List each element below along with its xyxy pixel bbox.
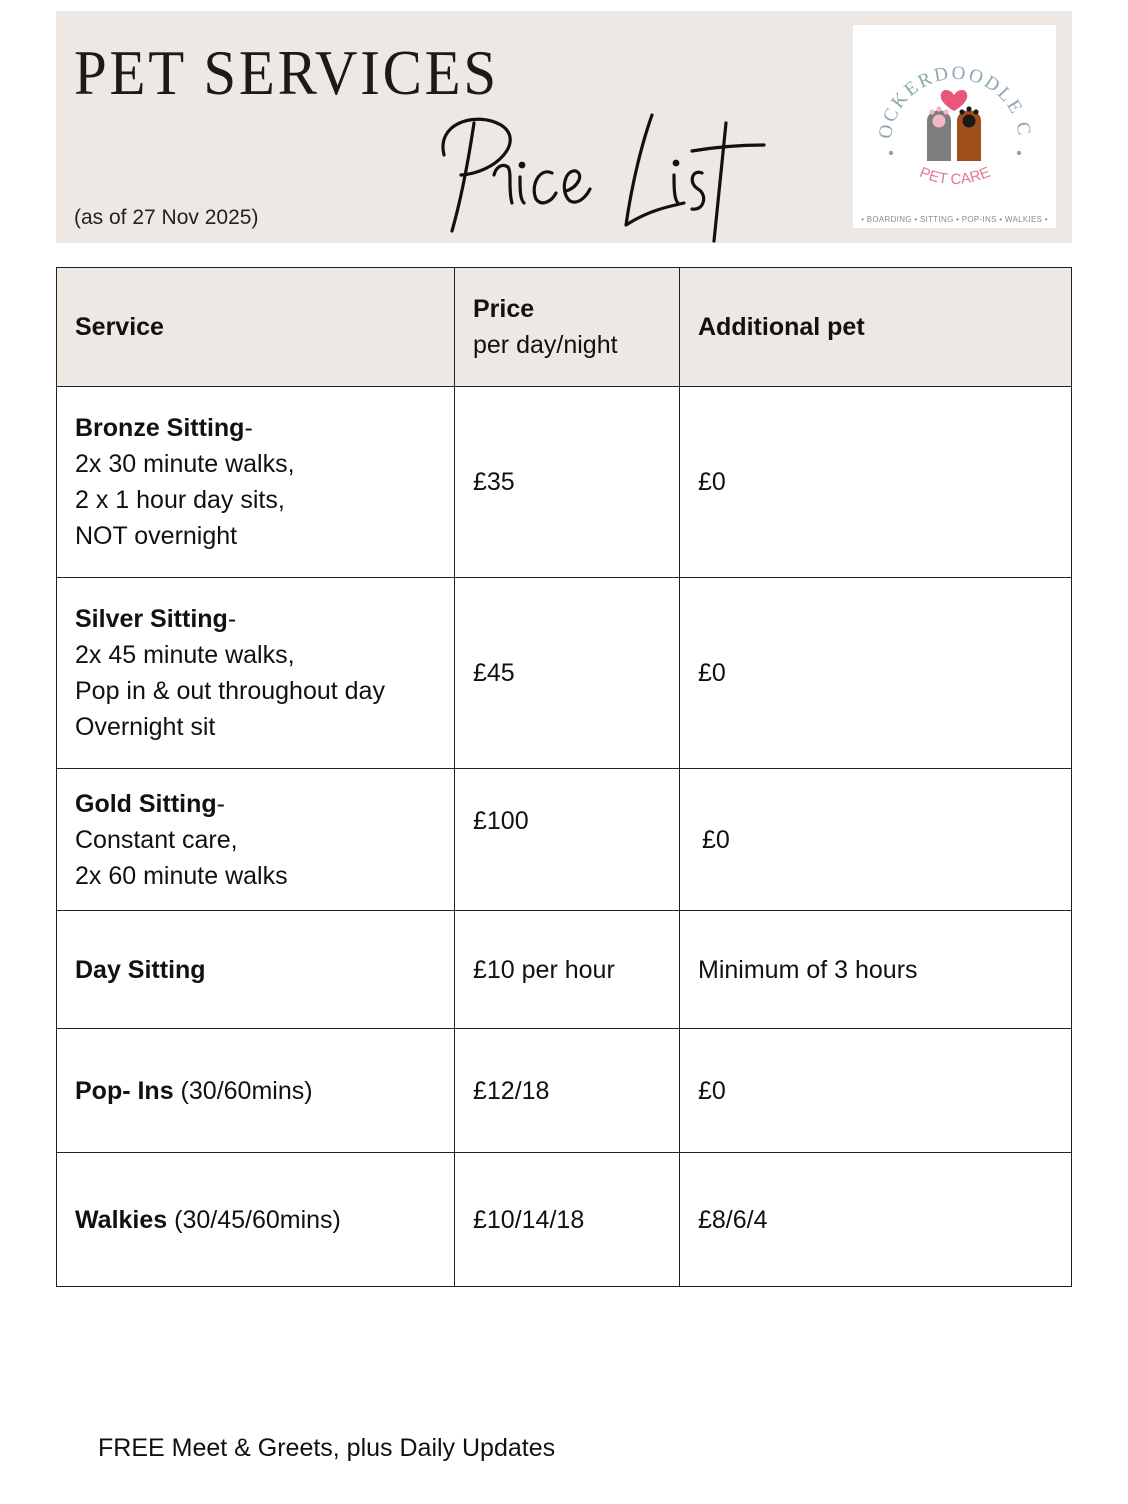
service-cell: Day Sitting	[57, 911, 455, 1029]
table-header-row	[57, 268, 1072, 387]
table-row	[57, 769, 1072, 911]
svg-text:COCKERDOODLE CO: OCKERDOODLE C	[874, 62, 1035, 141]
additional-pet-cell: Minimum of 3 hours	[680, 911, 1072, 1029]
logo-tagline: • BOARDING • SITTING • POP-INS • WALKIES •	[861, 215, 1048, 224]
footer-note: FREE Meet & Greets, plus Daily Updates	[98, 1434, 556, 1462]
header-price-sub: per day/night	[473, 331, 618, 359]
table-row	[57, 387, 1072, 578]
additional-pet-cell: £0	[680, 1029, 1072, 1153]
price-table	[56, 267, 1072, 1287]
additional-pet-cell: £0	[680, 578, 1072, 769]
price-cell: £35	[455, 387, 680, 578]
price-cell: £10/14/18	[455, 1153, 680, 1287]
logo-emblem	[853, 25, 1056, 215]
price-cell: £45	[455, 578, 680, 769]
table-row	[57, 578, 1072, 769]
header-price: Price per day/night	[455, 268, 680, 387]
header-service: Service	[57, 268, 455, 387]
svg-text:PET CARE: PET CARE	[917, 163, 993, 189]
additional-pet-cell: £0	[680, 769, 1072, 911]
price-list-script-heading	[416, 103, 766, 248]
table-row	[57, 1029, 1072, 1153]
service-cell: Gold Sitting- Constant care, 2x 60 minute walks	[57, 769, 455, 911]
table-row	[57, 1153, 1072, 1287]
table-row	[57, 911, 1072, 1029]
additional-pet-cell: £8/6/4	[680, 1153, 1072, 1287]
header-additional-pet: Additional pet	[680, 268, 1072, 387]
as-of-date: (as of 27 Nov 2025)	[74, 206, 259, 229]
service-cell: Bronze Sitting- 2x 30 minute walks, 2 x 1 hour day sits, NOT overnight	[57, 387, 455, 578]
price-cell: £100	[455, 769, 680, 911]
heart-icon	[941, 90, 968, 111]
price-cell: £10 per hour	[455, 911, 680, 1029]
service-cell: Pop- Ins (30/60mins)	[57, 1029, 455, 1153]
page-title: PET SERVICES	[74, 37, 499, 108]
cockerdoodle-logo	[853, 25, 1056, 228]
additional-pet-cell: £0	[680, 387, 1072, 578]
header-banner	[56, 11, 1072, 243]
price-cell: £12/18	[455, 1029, 680, 1153]
service-cell: Walkies (30/45/60mins)	[57, 1153, 455, 1287]
service-cell: Silver Sitting- 2x 45 minute walks, Pop in & out throughout day Overnight sit	[57, 578, 455, 769]
